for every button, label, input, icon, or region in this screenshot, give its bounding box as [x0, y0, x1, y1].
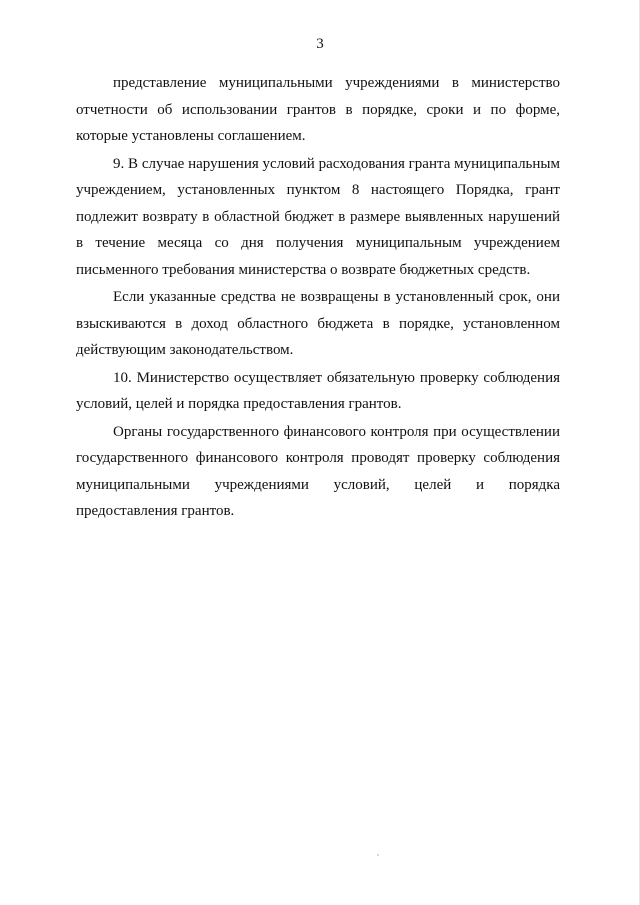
- paragraph-financial-control: Органы государственного финансового контроля при осуществлении государственного финансового контроля проводят проверку соблюдения муниципальными учреждениями условий, целей и порядка предоставления грантов.: [76, 423, 560, 519]
- paragraph-item-10: 10. Министерство осуществляет обязательную проверку соблюдения условий, целей и порядка предоставления грантов.: [76, 369, 560, 412]
- paragraph-recovery: Если указанные средства не возвращены в установленный срок, они взыскиваются в доход областного бюджета в порядке, установленном действующим законодательством.: [76, 289, 560, 358]
- scan-speck: [377, 854, 379, 856]
- page-number: 3: [316, 36, 324, 52]
- paragraph-continuation: представление муниципальными учреждениями в министерство отчетности об использовании грантов в порядке, сроки и по форме, которые установлены соглашением.: [76, 75, 560, 144]
- paragraph-item-9: 9. В случае нарушения условий расходования гранта муниципальным учреждением, установленных пунктом 8 настоящего Порядка, грант подлежит возврату в областной бюджет в размере выявленных нарушений в течение месяца со дня получения муниципальным учреждением письменного требования министерства о возврате бюджетных средств.: [76, 155, 560, 278]
- document-body: [76, 70, 560, 526]
